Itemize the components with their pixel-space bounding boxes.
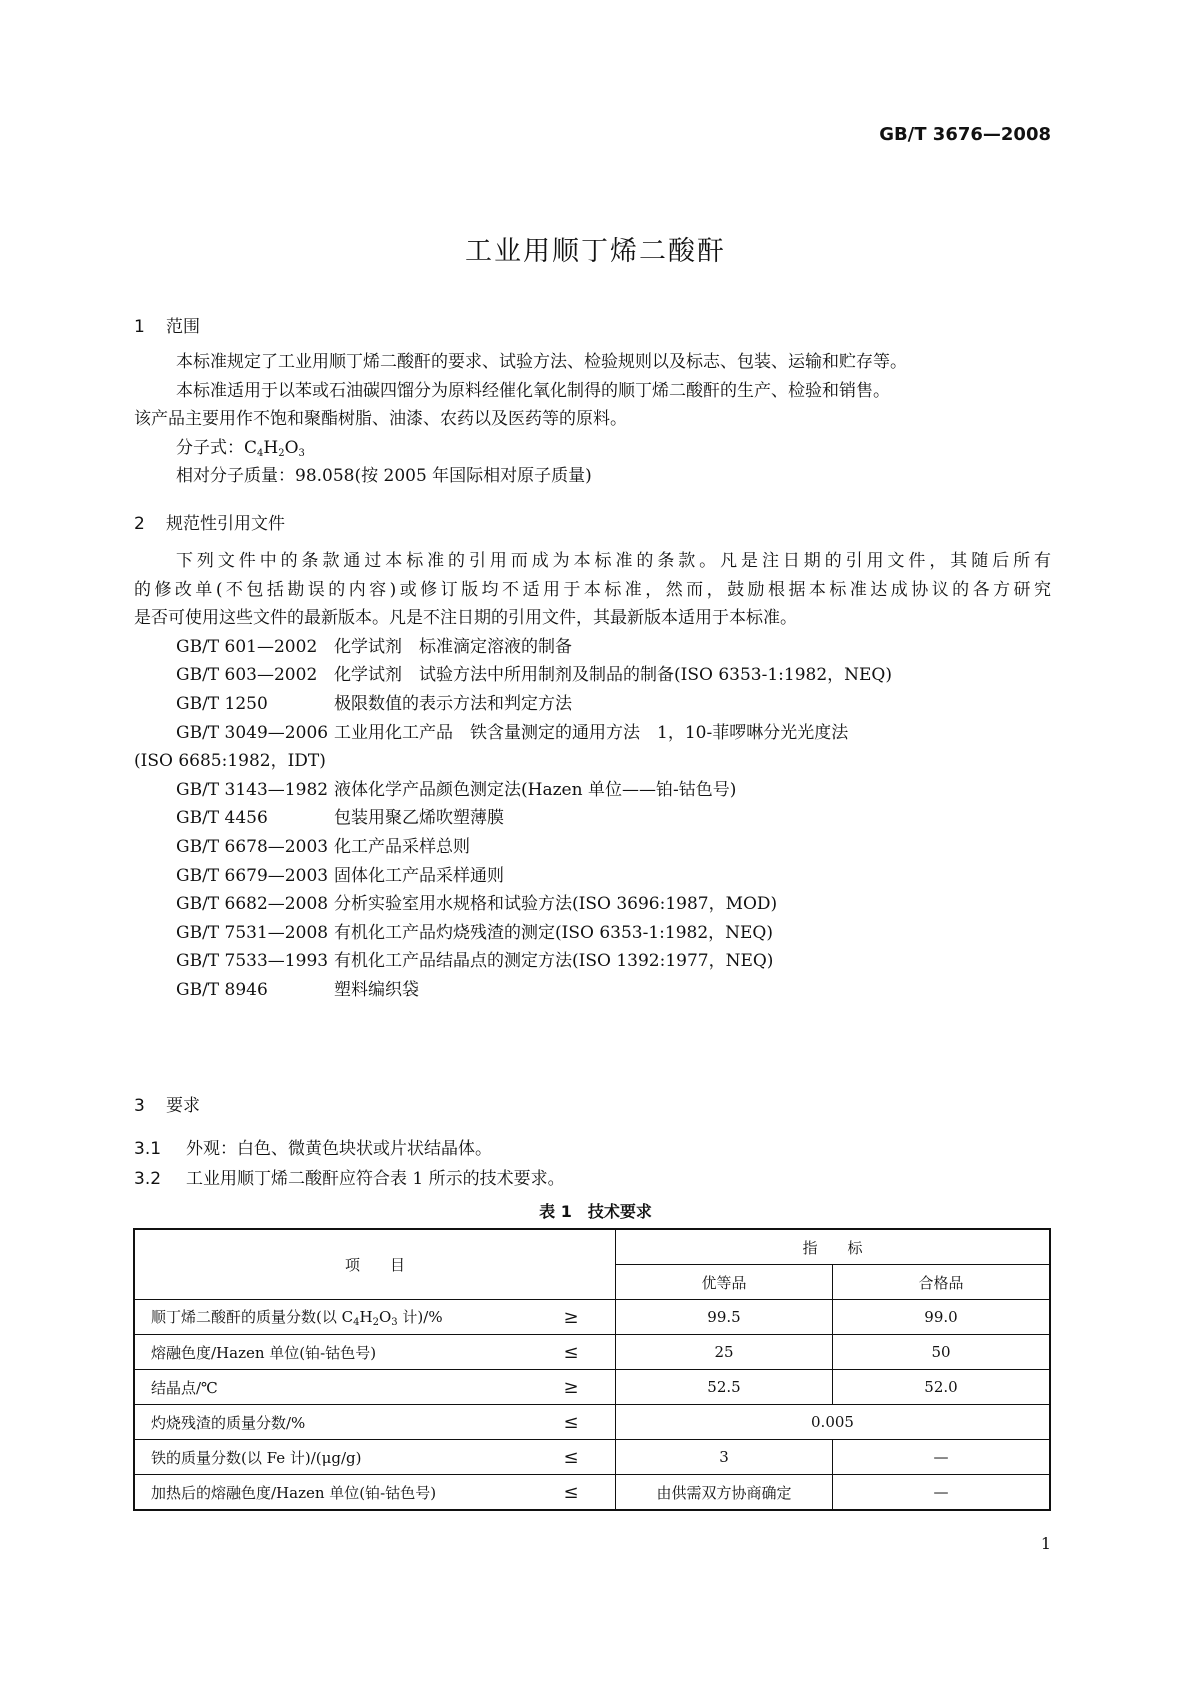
reference-item	[134, 633, 1051, 662]
reference-code: (ISO 6685:1982，IDT)	[134, 751, 326, 772]
section-number: 3	[134, 1096, 145, 1116]
value-qualified: 50	[833, 1335, 1051, 1370]
reference-code: GB/T 603—2002	[176, 665, 318, 686]
formula-h-count: 2	[278, 447, 285, 459]
reference-code: GB/T 7533—1993	[176, 951, 329, 972]
value-qualified: 52.0	[833, 1370, 1051, 1405]
row-item: 灼烧残渣的质量分数/%	[134, 1405, 527, 1440]
formula-c: C	[341, 1308, 354, 1326]
molecular-formula	[134, 434, 1051, 463]
table-header-row	[134, 1229, 1050, 1265]
row-item: 结晶点/℃	[134, 1370, 527, 1405]
section-1-heading	[134, 312, 200, 337]
formula-c-count: 4	[353, 1317, 360, 1328]
page-number: 1	[1040, 1534, 1051, 1553]
header-index: 指 标	[616, 1229, 1051, 1265]
row-item	[134, 1300, 527, 1335]
reference-code: GB/T 6678—2003	[176, 836, 329, 857]
paragraph: 下列文件中的条款通过本标准的引用而成为本标准的条款。凡是注日期的引用文件，其随后所有	[176, 551, 1051, 571]
reference-code: GB/T 4456	[176, 808, 268, 829]
paragraph-continued: 是否可使用这些文件的最新版本。凡是不注日期的引用文件，其最新版本适用于本标准。	[134, 608, 797, 629]
reference-item	[134, 719, 1051, 748]
header-item: 项 目	[134, 1229, 616, 1300]
paragraph-continued: 的修改单(不包括勘误的内容)或修订版均不适用于本标准，然而，鼓励根据本标准达成协议的各方研究	[134, 579, 1051, 600]
reference-item	[134, 862, 1051, 891]
reference-title: 有机化工产品灼烧残渣的测定(ISO 6353-1:1982，NEQ)	[334, 922, 774, 943]
clause-number: 3.2	[134, 1169, 162, 1189]
reference-title: 化学试剂 试验方法中所用制剂及制品的制备(ISO 6353-1:1982，NEQ)	[334, 665, 893, 686]
table-caption: 表 1 技术要求	[539, 1202, 652, 1221]
value-qualified: —	[833, 1440, 1051, 1475]
reference-title: 极限数值的表示方法和判定方法	[334, 693, 572, 714]
reference-item	[134, 890, 1051, 919]
reference-code: GB/T 6682—2008	[176, 894, 329, 915]
comparison-symbol: ≥	[527, 1300, 616, 1335]
value-superior: 99.5	[616, 1300, 833, 1335]
reference-code: GB/T 601—2002	[176, 636, 318, 657]
reference-code: GB/T 3049—2006	[176, 722, 329, 743]
reference-item-continued	[134, 747, 1051, 776]
paragraph-continued: 该产品主要用作不饱和聚酯树脂、油漆、农药以及医药等的原料。	[134, 409, 627, 430]
clause-text: 外观：白色、微黄色块状或片状结晶体。	[186, 1139, 492, 1159]
value-superior: 由供需双方协商确定	[616, 1475, 833, 1511]
reference-title: 塑料编织袋	[334, 979, 419, 1000]
comparison-symbol: ≥	[527, 1370, 616, 1405]
reference-code: GB/T 8946	[176, 979, 268, 1000]
value-merged: 0.005	[616, 1405, 1051, 1440]
reference-item	[134, 976, 1051, 1005]
section-2-body	[134, 547, 1051, 1005]
row-item: 铁的质量分数(以 Fe 计)/(μg/g)	[134, 1440, 527, 1475]
technical-requirements-table	[133, 1228, 1051, 1511]
comparison-symbol: ≤	[527, 1475, 616, 1511]
molecular-mass: 相对分子质量：98.058(按 2005 年国际相对原子质量)	[176, 466, 592, 487]
formula-label: 分子式：	[176, 437, 244, 458]
reference-item	[134, 833, 1051, 862]
paragraph: 本标准适用于以苯或石油碳四馏分为原料经催化氧化制得的顺丁烯二酸酐的生产、检验和销售。	[176, 380, 890, 401]
table-row	[134, 1440, 1050, 1475]
comparison-symbol: ≤	[527, 1335, 616, 1370]
reference-item	[134, 776, 1051, 805]
reference-code: GB/T 1250	[176, 693, 268, 714]
requirement-3-1	[134, 1134, 492, 1159]
row-item: 熔融色度/Hazen 单位(铂-钴色号)	[134, 1335, 527, 1370]
value-superior: 3	[616, 1440, 833, 1475]
table-row	[134, 1405, 1050, 1440]
comparison-symbol: ≤	[527, 1405, 616, 1440]
section-title: 规范性引用文件	[166, 514, 285, 534]
section-3-heading	[134, 1091, 200, 1116]
reference-item	[134, 804, 1051, 833]
formula-o-count: 3	[391, 1317, 398, 1328]
reference-title: 固体化工产品采样通则	[334, 865, 504, 886]
standard-code: GB/T 3676—2008	[879, 124, 1051, 145]
reference-code: GB/T 6679—2003	[176, 865, 329, 886]
reference-title: 包装用聚乙烯吹塑薄膜	[334, 808, 504, 829]
clause-text: 工业用顺丁烯二酸酐应符合表 1 所示的技术要求。	[186, 1169, 565, 1189]
reference-item	[134, 690, 1051, 719]
formula-o-count: 3	[298, 447, 305, 459]
reference-title: 化学试剂 标准滴定溶液的制备	[334, 636, 572, 657]
section-1-body	[134, 348, 1051, 491]
formula-c: C	[244, 437, 258, 458]
value-superior: 52.5	[616, 1370, 833, 1405]
formula-h: H	[263, 437, 279, 458]
reference-item	[134, 661, 1051, 690]
formula-h: H	[359, 1308, 373, 1326]
table-row	[134, 1370, 1050, 1405]
row-item-prefix: 顺丁烯二酸酐的质量分数(以	[151, 1308, 342, 1326]
paragraph: 本标准规定了工业用顺丁烯二酸酐的要求、试验方法、检验规则以及标志、包装、运输和贮存等。	[176, 352, 907, 372]
value-qualified: 99.0	[833, 1300, 1051, 1335]
reference-title: 有机化工产品结晶点的测定方法(ISO 1392:1977，NEQ)	[334, 951, 774, 972]
row-item: 加热后的熔融色度/Hazen 单位(铂-钴色号)	[134, 1475, 527, 1511]
section-number: 1	[134, 317, 145, 337]
reference-code: GB/T 3143—1982	[176, 779, 329, 800]
reference-title: 分析实验室用水规格和试验方法(ISO 3696:1987，MOD)	[334, 894, 778, 915]
formula-c-count: 4	[257, 447, 264, 459]
comparison-symbol: ≤	[527, 1440, 616, 1475]
table-row	[134, 1300, 1050, 1335]
requirement-3-2	[134, 1164, 565, 1189]
reference-item	[134, 947, 1051, 976]
formula-o: O	[378, 1308, 392, 1326]
value-superior: 25	[616, 1335, 833, 1370]
formula-o: O	[284, 437, 299, 458]
reference-title: 液体化学产品颜色测定法(Hazen 单位——铂-钴色号)	[334, 779, 737, 800]
formula-h-count: 2	[372, 1317, 379, 1328]
reference-code: GB/T 7531—2008	[176, 922, 329, 943]
value-qualified: —	[833, 1475, 1051, 1511]
reference-item	[134, 919, 1051, 948]
row-item-suffix: 计)/%	[397, 1308, 443, 1326]
clause-number: 3.1	[134, 1139, 162, 1159]
section-number: 2	[134, 514, 145, 534]
reference-title: 工业用化工产品 铁含量测定的通用方法 1，10-菲啰啉分光光度法	[334, 722, 849, 743]
document-title: 工业用顺丁烯二酸酐	[465, 236, 726, 267]
section-title: 范围	[166, 317, 200, 337]
header-grade-qualified: 合格品	[833, 1265, 1051, 1300]
section-title: 要求	[166, 1096, 200, 1116]
header-grade-superior: 优等品	[616, 1265, 833, 1300]
table-row	[134, 1475, 1050, 1511]
table-row	[134, 1335, 1050, 1370]
reference-title: 化工产品采样总则	[334, 836, 470, 857]
section-2-heading	[134, 509, 285, 534]
